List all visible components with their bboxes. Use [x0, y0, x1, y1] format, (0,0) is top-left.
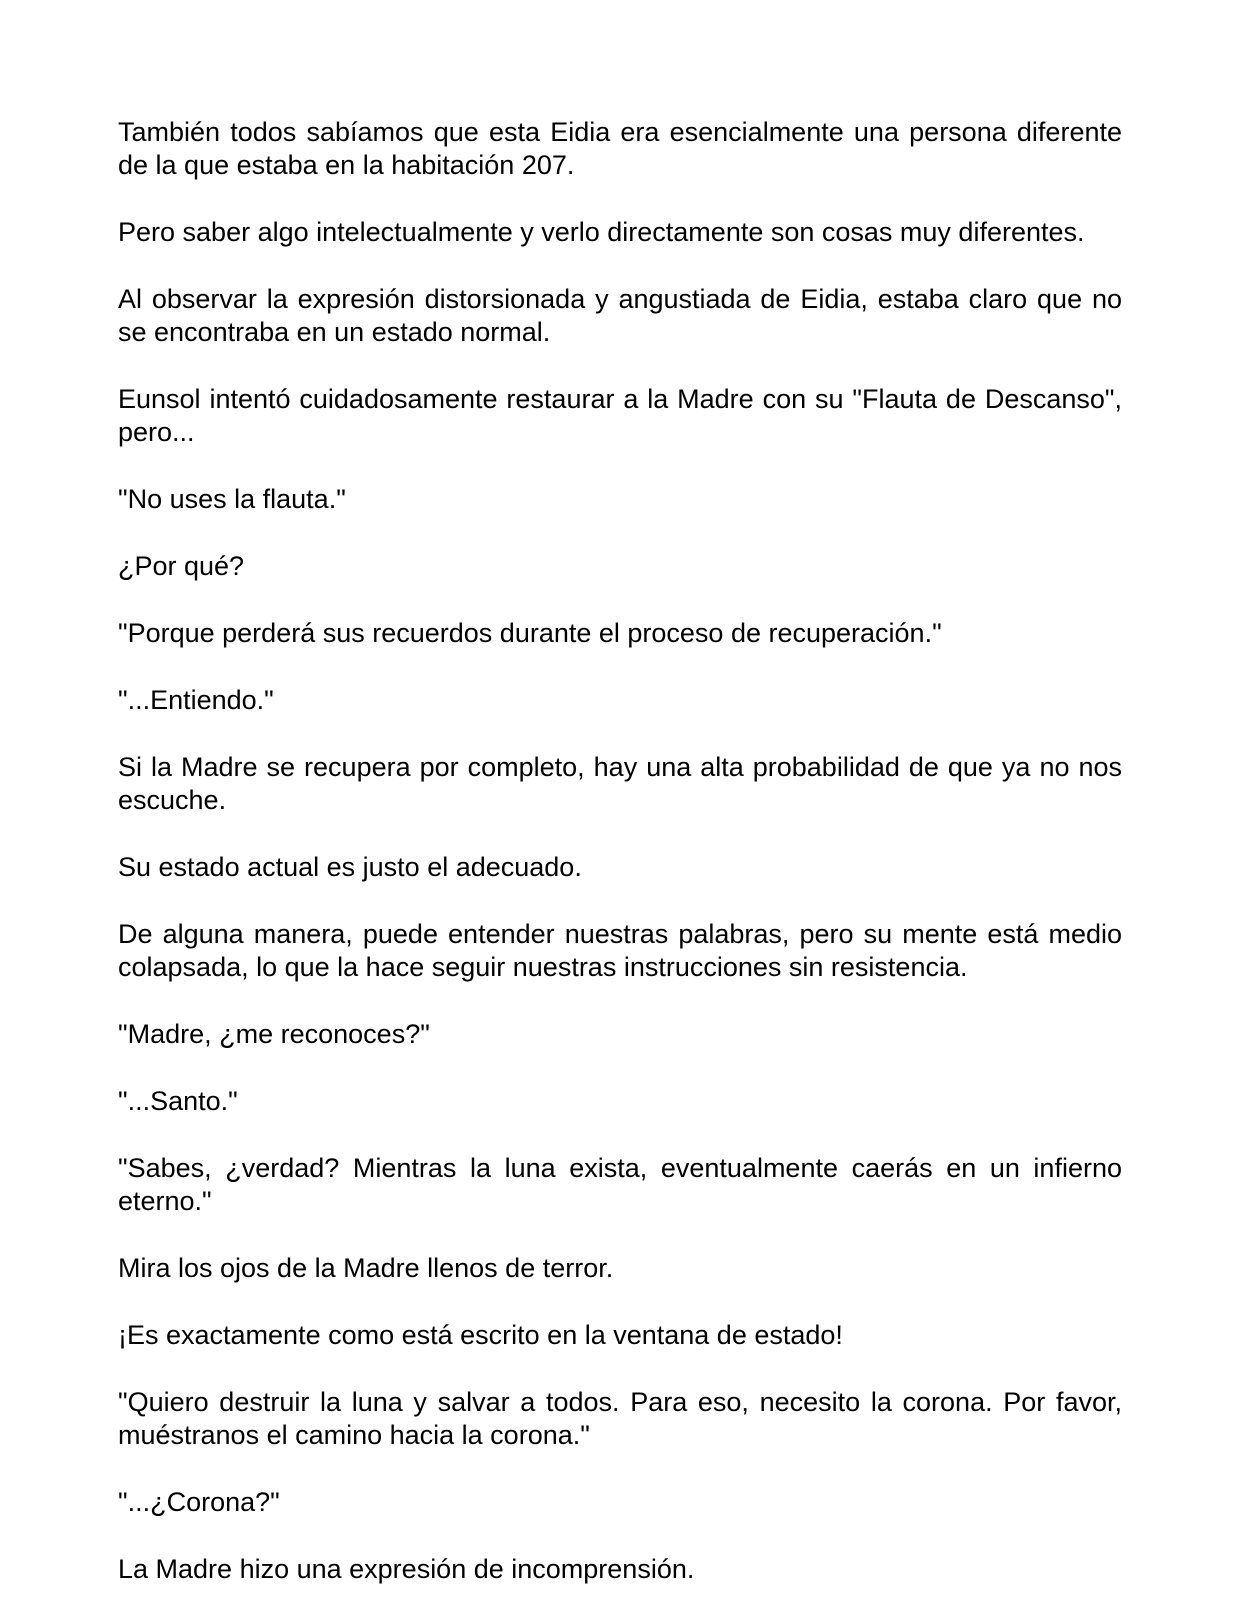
paragraph: "Quiero destruir la luna y salvar a todos. Para eso, necesito la corona. Por favor, muéstranos el camino hacia la corona." [118, 1387, 1122, 1450]
paragraph: "...¿Corona?" [118, 1487, 280, 1517]
paragraph: "Porque perderá sus recuerdos durante el proceso de recuperación." [118, 618, 942, 648]
paragraph: De alguna manera, puede entender nuestras palabras, pero su mente está medio colapsada, lo que la hace seguir nuestras instrucciones sin resistencia. [118, 919, 1122, 982]
paragraph: "Sabes, ¿verdad? Mientras la luna exista, eventualmente caerás en un infierno eterno." [118, 1153, 1122, 1216]
paragraph: Su estado actual es justo el adecuado. [118, 852, 582, 882]
paragraph: Si la Madre se recupera por completo, hay una alta probabilidad de que ya no nos escuche. [118, 752, 1122, 815]
paragraph: "...Entiendo." [118, 685, 274, 715]
paragraph: Mira los ojos de la Madre llenos de terror. [118, 1253, 614, 1283]
paragraph: "No uses la flauta." [118, 484, 346, 514]
paragraph: "...Santo." [118, 1086, 238, 1116]
paragraph: Eunsol intentó cuidadosamente restaurar a la Madre con su "Flauta de Descanso", pero... [118, 384, 1122, 447]
paragraph: Al observar la expresión distorsionada y angustiada de Eidia, estaba claro que no se encontraba en un estado normal. [118, 284, 1122, 347]
paragraph: "Madre, ¿me reconoces?" [118, 1019, 430, 1049]
paragraph: ¿Por qué? [118, 551, 245, 581]
paragraph: ¡Es exactamente como está escrito en la ventana de estado! [118, 1320, 843, 1350]
paragraph: Pero saber algo intelectualmente y verlo directamente son cosas muy diferentes. [118, 217, 1085, 247]
paragraph: También todos sabíamos que esta Eidia era esencialmente una persona diferente de la que estaba en la habitación 207. [118, 117, 1122, 180]
paragraph: La Madre hizo una expresión de incomprensión. [118, 1554, 695, 1584]
document-body [118, 116, 1122, 1620]
